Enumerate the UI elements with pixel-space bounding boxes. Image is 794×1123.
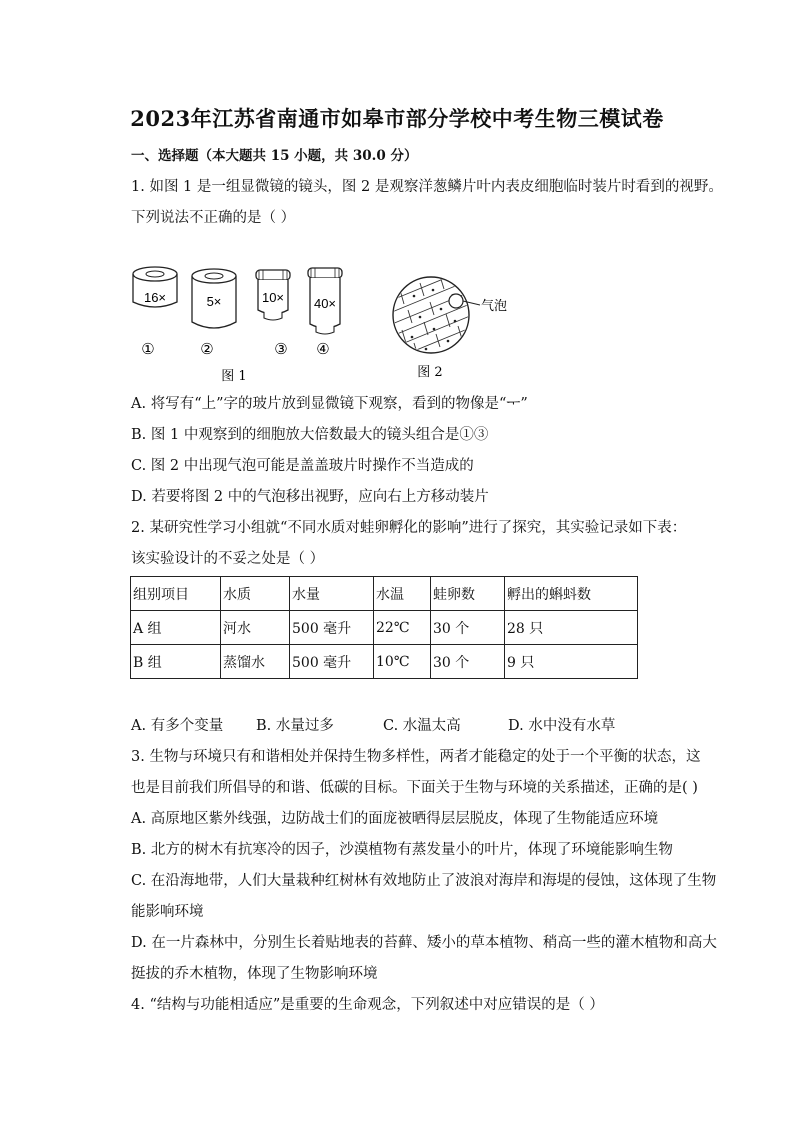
q2-option-a: A. 有多个变量 — [131, 718, 224, 734]
page-title: 2023年江苏省南通市如皋市部分学校中考生物三模试卷 — [130, 106, 664, 131]
q2-option-d: D. 水中没有水草 — [508, 718, 616, 734]
q1-option-d: D. 若要将图 2 中的气泡移出视野，应向右上方移动装片 — [131, 489, 489, 505]
lens-3-mag: 10× — [261, 290, 285, 305]
q1-option-c: C. 图 2 中出现气泡可能是盖盖玻片时操作不当造成的 — [131, 458, 474, 474]
table-cell: 10℃ — [374, 645, 431, 679]
figure-2-field-of-view — [392, 268, 507, 372]
q2-data-table — [130, 576, 638, 679]
figure-1-caption: 图 1 — [221, 369, 247, 384]
lens-2-mag: 5× — [206, 294, 222, 309]
q2-stem-line1: 2. 某研究性学习小组就“不同水质对蛙卵孵化的影响”进行了探究，其实验记录如下表： — [131, 520, 687, 536]
q3-option-b: B. 北方的树木有抗寒冷的因子，沙漠植物有蒸发量小的叶片，体现了环境能影响生物 — [131, 842, 673, 858]
table-header-cell: 组别项目 — [131, 577, 221, 611]
table-header-cell: 水温 — [374, 577, 431, 611]
air-bubble — [449, 294, 463, 308]
table-cell: 河水 — [221, 611, 290, 645]
q2-option-c: C. 水温太高 — [383, 718, 461, 734]
q3-option-c-line1: C. 在沿海地带，人们大量栽种红树林有效地防止了波浪对海岸和海堤的侵蚀，这体现了生物 — [131, 873, 717, 889]
table-header-cell: 水质 — [221, 577, 290, 611]
table-cell: 28 只 — [505, 611, 638, 645]
lens-4-objective — [308, 268, 342, 334]
q3-option-d-line2: 挺拔的乔木植物，体现了生物影响环境 — [131, 966, 378, 982]
table-cell: A 组 — [131, 611, 221, 645]
table-cell: 500 毫升 — [290, 645, 374, 679]
q3-option-d-line1: D. 在一片森林中，分别生长着贴地表的苔藓、矮小的草本植物、稍高一些的灌木植物和高大 — [131, 935, 717, 951]
table-header-cell: 蛙卵数 — [431, 577, 505, 611]
q2-option-b: B. 水量过多 — [256, 718, 334, 734]
q3-option-c-line2: 能影响环境 — [131, 904, 204, 920]
q4-stem-line1: 4. “结构与功能相适应”是重要的生命观念，下列叙述中对应错误的是（ ） — [131, 997, 604, 1013]
table-cell: 500 毫升 — [290, 611, 374, 645]
marker-1: ① — [141, 340, 155, 358]
table-row — [131, 645, 638, 679]
marker-4: ④ — [316, 340, 330, 358]
table-header-cell: 孵出的蝌蚪数 — [505, 577, 638, 611]
table-cell: 9 只 — [505, 645, 638, 679]
q3-stem-line1: 3. 生物与环境只有和谐相处并保持生物多样性，两者才能稳定的处于一个平衡的状态，这 — [131, 749, 701, 765]
q3-option-a: A. 高原地区紫外线强，边防战士们的面庞被晒得层层脱皮，体现了生物能适应环境 — [131, 811, 659, 827]
table-cell: B 组 — [131, 645, 221, 679]
lens-3-objective — [256, 270, 290, 320]
table-row — [131, 611, 638, 645]
marker-2: ② — [200, 340, 214, 358]
table-header-cell: 水量 — [290, 577, 374, 611]
table-header-row — [131, 577, 638, 611]
q1-figures — [0, 0, 794, 400]
q1-option-a: A. 将写有“上”字的玻片放到显微镜下观察，看到的物像是“ᅮ” — [131, 396, 528, 412]
q1-stem-line2: 下列说法不正确的是（ ） — [131, 210, 296, 226]
figure-2-caption: 图 2 — [417, 365, 443, 380]
lens-4-mag: 40× — [313, 296, 337, 311]
section-heading: 一、选择题（本大题共 15 小题，共 30.0 分） — [131, 148, 418, 164]
table-cell: 22℃ — [374, 611, 431, 645]
lens-1-eyepiece — [133, 267, 177, 307]
marker-3: ③ — [274, 340, 288, 358]
lens-2-eyepiece — [192, 269, 236, 328]
q3-stem-line2: 也是目前我们所倡导的和谐、低碳的目标。下面关于生物与环境的关系描述，正确的是( ) — [131, 780, 698, 796]
bubble-label: 气泡 — [481, 299, 508, 314]
q1-stem-line1: 1. 如图 1 是一组显微镜的镜头，图 2 是观察洋葱鳞片叶内表皮细胞临时装片时看到的视野。 — [131, 179, 723, 195]
table-cell: 30 个 — [431, 611, 505, 645]
table-cell: 蒸馏水 — [221, 645, 290, 679]
q1-option-b: B. 图 1 中观察到的细胞放大倍数最大的镜头组合是①③ — [131, 427, 489, 443]
table-cell: 30 个 — [431, 645, 505, 679]
lens-1-mag: 16× — [143, 290, 167, 305]
q2-stem-line2: 该实验设计的不妥之处是（ ） — [131, 551, 325, 567]
